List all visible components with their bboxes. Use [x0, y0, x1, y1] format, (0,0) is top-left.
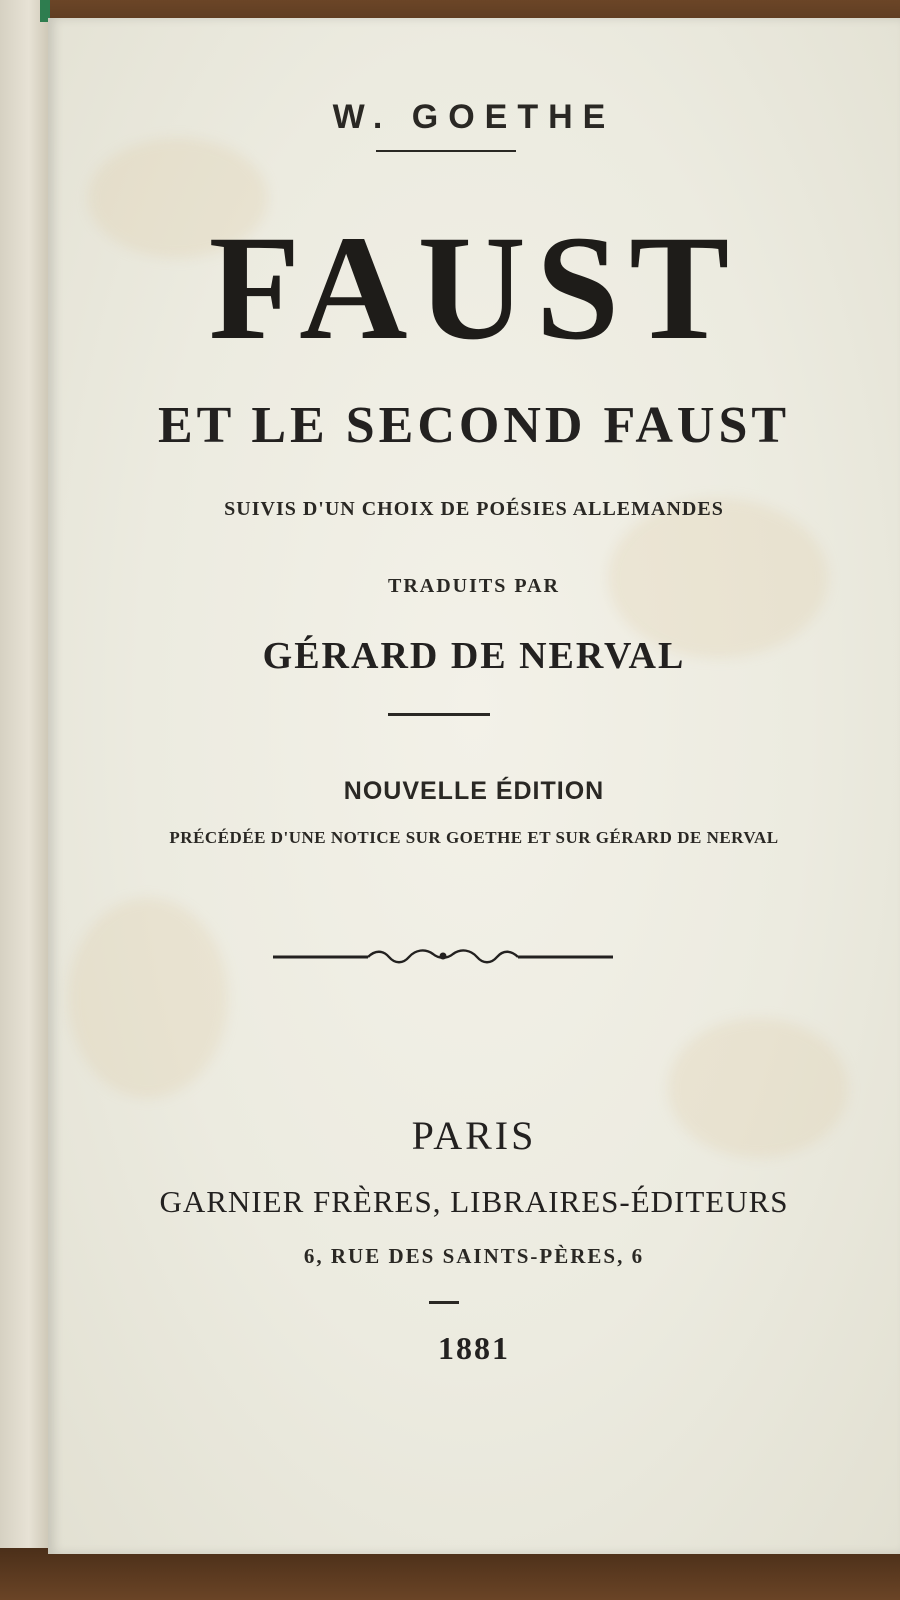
- translator-rule: [388, 713, 490, 716]
- ornamental-divider: [273, 946, 613, 968]
- translated-by-label: TRADUITS PAR: [388, 575, 560, 597]
- title-page: [48, 18, 900, 1554]
- edition-note: PRÉCÉDÉE D'UNE NOTICE SUR GOETHE ET SUR GÉRARD DE NERVAL: [169, 828, 779, 847]
- foxing-stain: [68, 898, 228, 1098]
- book-title: FAUST: [208, 205, 740, 371]
- address-rule: [429, 1301, 459, 1304]
- publication-year: 1881: [438, 1330, 510, 1366]
- publisher-name: GARNIER FRÈRES, LIBRAIRES-ÉDITEURS: [159, 1184, 789, 1219]
- author-name: W. GOETHE: [332, 98, 616, 136]
- book-subtitle: ET LE SECOND FAUST: [157, 397, 791, 454]
- publication-city: PARIS: [411, 1113, 537, 1158]
- book-gutter: [0, 0, 49, 1560]
- translator-name: GÉRARD DE NERVAL: [262, 635, 686, 677]
- contents-note: SUIVIS D'UN CHOIX DE POÉSIES ALLEMANDES: [224, 498, 724, 520]
- author-rule: [376, 150, 516, 152]
- edition-label: NOUVELLE ÉDITION: [343, 777, 605, 805]
- table-surface-bottom: [0, 1548, 900, 1600]
- publisher-address: 6, RUE DES SAINTS-PÈRES, 6: [303, 1244, 645, 1268]
